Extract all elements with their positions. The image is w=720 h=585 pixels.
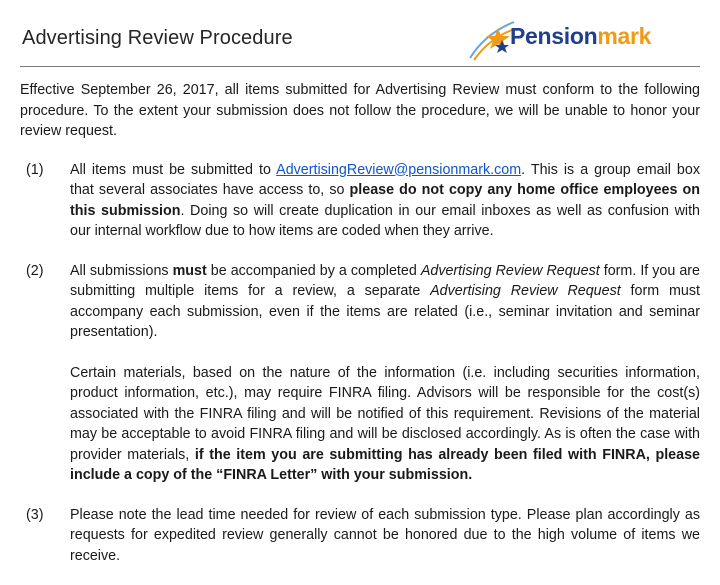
item-number: (3): [26, 506, 44, 523]
list-item: [26, 261, 700, 486]
logo-wordmark: Pensionmark: [510, 23, 652, 49]
star-swoosh-icon: [468, 18, 516, 62]
item-paragraph: All submissions must be accompanied by a completed Advertising Review Request form. If you are submitting multiple items for a review, a separate Advertising Review Request form must accompany each submission, even if the items are related (i.e., seminar invitation and seminar presentation).: [70, 262, 701, 340]
item-number: (1): [26, 161, 44, 178]
list-item: [26, 505, 700, 567]
item-paragraph: All items must be submitted to AdvertisingReview@pensionmark.com. This is a group email box that several associates have access to, so please do not copy any home office employees on this submission. Doing so will create duplication in our email inboxes as well as confusion with our internal workflow due to how items are coded when they arrive.: [70, 161, 700, 239]
list-item: [26, 160, 700, 242]
document-header: [0, 0, 720, 67]
item-number: (2): [26, 262, 44, 279]
item-paragraph: Please note the lead time needed for review of each submission type. Please plan accordingly as requests for expedited review generally cannot be honored due to the high volume of items we receive.: [70, 506, 700, 564]
item-paragraph-finra: Certain materials, based on the nature of the information (i.e. including securities information, product information, etc.), may require FINRA filing. Advisors will be responsible for the cost(s) associated with the FINRA filing and will be notified of this requirement. Revisions of the material may be acceptable to avoid FINRA filing and will be disclosed accordingly. As is often the case with provider materials, if the item you are submitting has already been filed with FINRA, please include a copy of the “FINRA Letter” with your submission.: [70, 364, 700, 483]
header-divider: [20, 66, 700, 67]
page-title: Advertising Review Procedure: [22, 27, 293, 49]
intro-paragraph: Effective September 26, 2017, all items submitted for Advertising Review must conform to the following procedure. To the extent your submission does not follow the procedure, we will be unable to honor your review request.: [20, 82, 700, 139]
document-body: [20, 80, 700, 585]
pensionmark-logo: [468, 18, 700, 62]
advertising-review-email-link[interactable]: AdvertisingReview@pensionmark.com: [276, 161, 522, 178]
